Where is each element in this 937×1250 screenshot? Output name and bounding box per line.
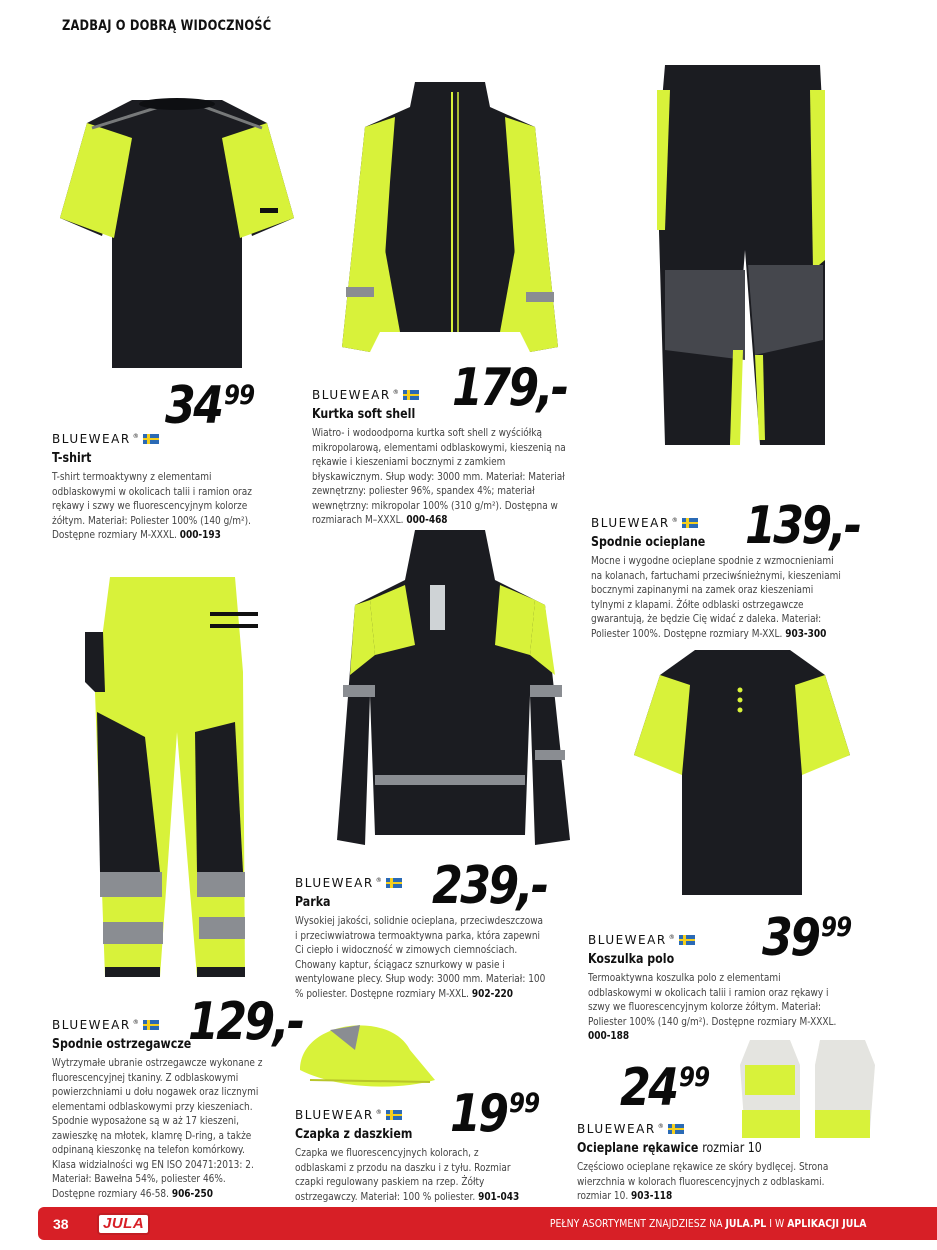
- footer-bar: [38, 1207, 937, 1240]
- product-description: Mocne i wygodne ocieplane spodnie z wzmocnieniami na kolanach, fartuchami przeciwśnieżnymi, kieszeniami bocznymi zapinanymi na zamek oraz kieszeniami tylnymi z klapami. Żółte odblaski ostrzegawcze gwarantują, że będzie Cię widać z daleka. Materiał: Poliester 100%. Dostępne rozmiary M-XXL. 903-300: [591, 556, 841, 640]
- swedish-flag-icon: [668, 1124, 684, 1134]
- product-name: Koszulka polo: [588, 952, 675, 967]
- product-winter-pants: [591, 516, 881, 642]
- product-gloves: [577, 1122, 882, 1205]
- swedish-flag-icon: [386, 878, 402, 888]
- price-winter-pants: 139,-: [745, 496, 860, 556]
- swedish-flag-icon: [143, 434, 159, 444]
- swedish-flag-icon: [679, 935, 695, 945]
- product-description: Wytrzymałe ubranie ostrzegawcze wykonane z fluorescencyjnej tkaniny. Z odblaskowymi powierzchniami u dołu nogawek oraz licznymi elementami odblaskowymi przy kieszeniach. Spodnie wyposażone są w aż 17 kieszeni, zawieszkę na młotek, klamrę D-ring, a także odpinaną kieszonkę na telefon komórkowy. Klasa widzialności wg EN ISO 20471:2013: 2. Materiał: Bawełna 54%, poliester 46%. Dostępne rozmiary 46-58. 906-250: [52, 1058, 263, 1200]
- tshirt-image: [52, 88, 302, 373]
- product-description: Czapka we fluorescencyjnych kolorach, z odblaskami z przodu na daszku i z tyłu. Rozmiar czapki regulowany paskiem na rzep. Żółty ostrzegawczy. Materiał: 100 % poliester. 901-043: [295, 1148, 520, 1203]
- product-name: Spodnie ocieplane: [591, 535, 706, 550]
- brand-logo: BLUEWEAR ®: [52, 432, 292, 446]
- footer-slogan: PEŁNY ASORTYMENT ZNAJDZIESZ NA JULA.PL I W APLIKACJI JULA: [550, 1217, 867, 1230]
- brand-logo: BLUEWEAR ®: [577, 1122, 882, 1136]
- swedish-flag-icon: [403, 390, 419, 400]
- brand-logo: BLUEWEAR ®: [295, 1108, 565, 1122]
- product-hivis-pants: [52, 1018, 297, 1202]
- page-number: 38: [53, 1215, 69, 1232]
- product-cap: [295, 1108, 565, 1205]
- product-description: Częściowo ocieplane rękawice ze skóry bydlęcej. Strona wierzchnia w kolorach fluorescencyjnych z odblaskami. rozmiar 10. 903-118: [577, 1162, 829, 1202]
- brand-logo: BLUEWEAR ®: [588, 933, 878, 947]
- product-name: Ocieplane rękawice rozmiar 10: [577, 1141, 762, 1156]
- price-gloves: 24 99: [620, 1058, 710, 1118]
- product-description: Wiatro- i wodoodporna kurtka soft shell z wyściółką mikropolarową, elementami odblaskowymi, kieszenią na rękawie i kieszeniami bocznymi z zamkiem błyskawicznym. Słup wody: 3000 mm. Materiał: Materiał zewnętrzny: poliester 96%, spandex 4%; materiał wewnętrzny: mikropolar 100% (310 g/m²). Dostępna w rozmiarach M–XXXL. 000-468: [312, 428, 566, 526]
- product-description: Termoaktywna koszulka polo z elementami odblaskowymi w okolicach talii i ramion oraz rękawy i szwy we fluorescencyjnym kolorze żółtym. Materiał: Poliester 100% (140 g/m²). Dostępne rozmiary M-XXXL. 000-188: [588, 973, 837, 1042]
- brand-logo: BLUEWEAR ®: [591, 516, 881, 530]
- product-name: Czapka z daszkiem: [295, 1127, 413, 1142]
- parka-image: [335, 525, 575, 860]
- product-polo: [588, 933, 878, 1045]
- jula-logo[interactable]: JULA: [97, 1213, 150, 1235]
- product-description: Wysokiej jakości, solidnie ocieplana, przeciwdeszczowa i przeciwwiatrowa termoaktywna parka, która zapewni Ci ciepło i widoczność w zimowych ciemnościach. Chowany kaptur, ściągacz sznurkowy w pasie i wentylowane plecy. Słup wody: 3000 mm. Materiał: 100 % poliester. Dostępne rozmiary M-XXL. 902-220: [295, 916, 546, 1000]
- swedish-flag-icon: [143, 1020, 159, 1030]
- price-tshirt: 34 99: [165, 376, 255, 436]
- product-softshell: [312, 388, 612, 529]
- polo-image: [630, 645, 855, 900]
- price-parka: 239,-: [432, 856, 547, 916]
- product-name: Kurtka soft shell: [312, 407, 416, 422]
- product-name: Parka: [295, 895, 331, 910]
- brand-logo: BLUEWEAR ®: [312, 388, 612, 402]
- softshell-jacket-image: [340, 72, 560, 362]
- swedish-flag-icon: [386, 1110, 402, 1120]
- price-polo: 39 99: [762, 908, 852, 968]
- brand-logo: BLUEWEAR ®: [52, 1018, 297, 1032]
- product-name: Spodnie ostrzegawcze: [52, 1037, 192, 1052]
- price-softshell: 179,-: [452, 358, 567, 418]
- cap-image: [290, 1010, 440, 1095]
- price-hivis-pants: 129,-: [188, 992, 303, 1052]
- product-description: T-shirt termoaktywny z elementami odblaskowymi w okolicach talii i ramion oraz rękawy i szwy we fluorescencyjnym kolorze żółtym. Materiał: Poliester 100% (140 g/m²). Dostępne rozmiary M-XXXL. 000-193: [52, 472, 252, 541]
- price-cap: 19 99: [450, 1084, 540, 1144]
- product-tshirt: [52, 432, 292, 544]
- product-name: T-shirt: [52, 451, 92, 466]
- swedish-flag-icon: [682, 518, 698, 528]
- product-parka: [295, 876, 580, 1002]
- page-title: ZADBAJ O DOBRĄ WIDOCZNOŚĆ: [62, 18, 272, 34]
- brand-logo: BLUEWEAR ®: [295, 876, 580, 890]
- winter-pants-image: [645, 60, 845, 450]
- hivis-pants-image: [85, 572, 265, 982]
- jula-app-link[interactable]: APLIKACJI JULA: [787, 1217, 867, 1230]
- jula-site-link[interactable]: JULA.PL: [725, 1217, 767, 1230]
